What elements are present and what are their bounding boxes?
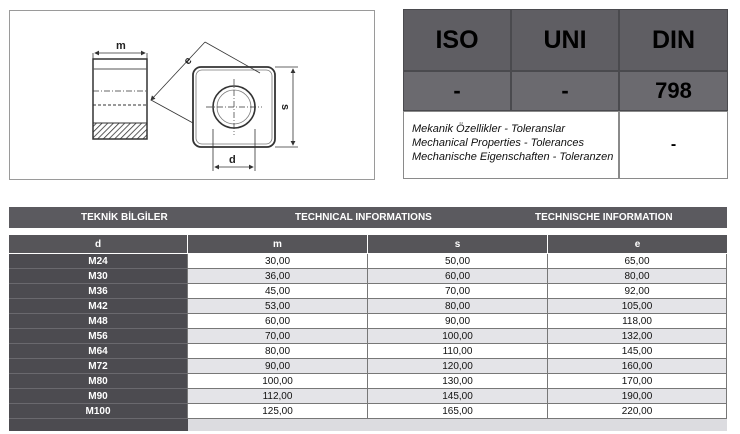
- cell-m: 125,00: [188, 404, 368, 419]
- cell-d: M100: [9, 404, 188, 419]
- cell-m: 36,00: [188, 269, 368, 284]
- cell-m: 90,00: [188, 359, 368, 374]
- label-e: e: [181, 54, 195, 68]
- cell-m: 112,00: [188, 389, 368, 404]
- cell-s: 90,00: [368, 314, 548, 329]
- banner-title-en: TECHNICAL INFORMATIONS: [295, 212, 432, 223]
- front-view: [151, 42, 298, 171]
- cell-s: 60,00: [368, 269, 548, 284]
- cell-d: M90: [9, 389, 188, 404]
- cell-d: M56: [9, 329, 188, 344]
- side-view: [93, 40, 147, 139]
- cell-d: M64: [9, 344, 188, 359]
- cell-d: M30: [9, 269, 188, 284]
- cell-s: 110,00: [368, 344, 548, 359]
- cell-d: M42: [9, 299, 188, 314]
- cell-e: 220,00: [548, 404, 727, 419]
- cell-e: 65,00: [548, 254, 727, 269]
- properties-line-en: Mechanical Properties - Tolerances: [412, 137, 585, 149]
- cell-d: M80: [9, 374, 188, 389]
- cell-s: 70,00: [368, 284, 548, 299]
- technical-drawing: [9, 10, 375, 180]
- properties-label: [403, 111, 619, 179]
- cell-s: 145,00: [368, 389, 548, 404]
- table-filler: [548, 419, 727, 431]
- cell-d: M24: [9, 254, 188, 269]
- label-d: d: [229, 154, 236, 166]
- uni-header: UNI: [511, 9, 619, 71]
- technical-info-banner: [9, 207, 727, 228]
- cell-m: 45,00: [188, 284, 368, 299]
- cell-s: 165,00: [368, 404, 548, 419]
- table-filler: [188, 419, 368, 431]
- cell-e: 190,00: [548, 389, 727, 404]
- iso-value: -: [403, 71, 511, 111]
- cell-d: M72: [9, 359, 188, 374]
- cell-m: 80,00: [188, 344, 368, 359]
- cell-e: 80,00: [548, 269, 727, 284]
- cell-e: 132,00: [548, 329, 727, 344]
- column-header-m: m: [188, 235, 367, 253]
- cell-e: 160,00: [548, 359, 727, 374]
- banner-title-de: TECHNISCHE INFORMATION: [535, 212, 673, 223]
- properties-line-tr: Mekanik Özellikler - Toleranslar: [412, 123, 566, 135]
- cell-m: 100,00: [188, 374, 368, 389]
- table-filler: [368, 419, 548, 431]
- column-header-s: s: [368, 235, 547, 253]
- label-s: s: [279, 104, 291, 111]
- column-header-d: d: [9, 235, 187, 253]
- cell-s: 80,00: [368, 299, 548, 314]
- cell-d: M36: [9, 284, 188, 299]
- cell-d: M48: [9, 314, 188, 329]
- cell-e: 145,00: [548, 344, 727, 359]
- properties-value: -: [619, 111, 728, 179]
- cell-e: 118,00: [548, 314, 727, 329]
- cell-e: 105,00: [548, 299, 727, 314]
- cell-m: 70,00: [188, 329, 368, 344]
- cell-s: 100,00: [368, 329, 548, 344]
- cell-s: 120,00: [368, 359, 548, 374]
- din-header: DIN: [619, 9, 728, 71]
- cell-s: 50,00: [368, 254, 548, 269]
- standards-table: [403, 9, 728, 179]
- label-m: m: [116, 40, 126, 52]
- banner-title-tr: TEKNİK BİLGİLER: [81, 212, 168, 223]
- cell-m: 30,00: [188, 254, 368, 269]
- column-header-e: e: [548, 235, 727, 253]
- table-filler: [9, 419, 188, 431]
- din-value: 798: [619, 71, 728, 111]
- iso-header: ISO: [403, 9, 511, 71]
- cell-s: 130,00: [368, 374, 548, 389]
- cell-m: 60,00: [188, 314, 368, 329]
- cell-e: 170,00: [548, 374, 727, 389]
- cell-e: 92,00: [548, 284, 727, 299]
- square-nut-drawing: [10, 11, 374, 179]
- uni-value: -: [511, 71, 619, 111]
- cell-m: 53,00: [188, 299, 368, 314]
- properties-line-de: Mechanische Eigenschaften - Toleranzen: [412, 151, 614, 163]
